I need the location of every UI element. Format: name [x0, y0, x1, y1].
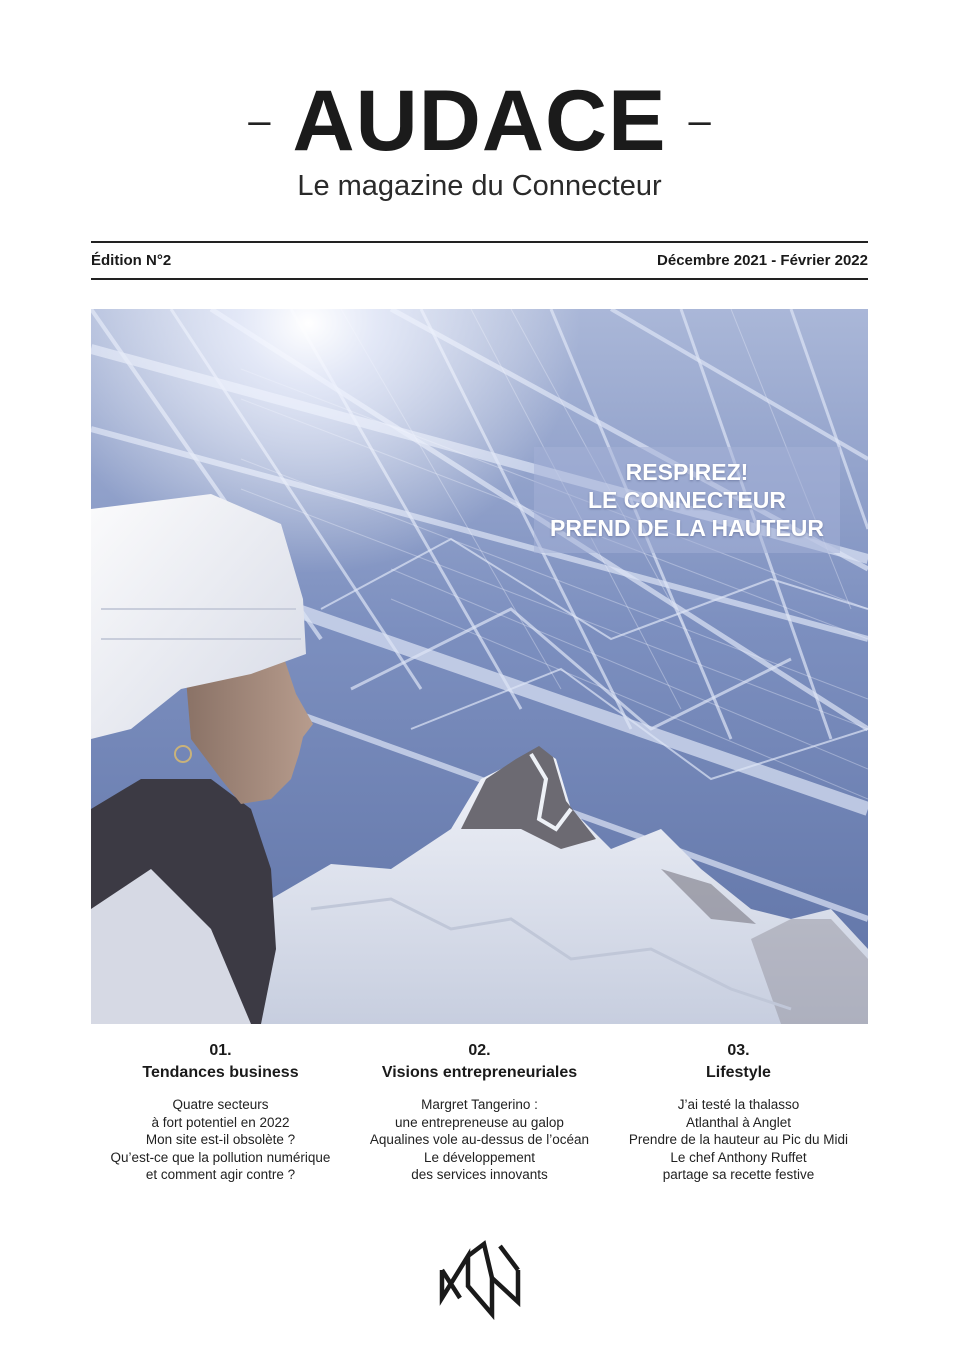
magazine-title: AUDACE: [292, 73, 667, 169]
headline-line: RESPIREZ!: [625, 459, 749, 485]
cover-image: [91, 309, 868, 1024]
section-tendances: [91, 1040, 350, 1184]
table-of-contents: [91, 1040, 868, 1184]
section-line: J’ai testé la thalasso: [677, 1097, 800, 1112]
title-row: [0, 73, 959, 169]
section-line: Atlanthal à Anglet: [685, 1114, 792, 1130]
section-line: et comment agir contre ?: [145, 1167, 296, 1182]
section-line: Prendre de la hauteur au Pic du Midi: [628, 1132, 849, 1147]
edition-number: Édition N°2: [91, 252, 172, 269]
section-number: 03.: [727, 1042, 750, 1059]
section-line: à fort potentiel en 2022: [151, 1114, 290, 1130]
section-line: Margret Tangerino :: [421, 1097, 538, 1112]
headline-line: PREND DE LA HAUTEUR: [550, 515, 824, 541]
section-line: Mon site est-il obsolète ?: [145, 1132, 296, 1147]
section-line: des services innovants: [411, 1167, 548, 1182]
cover-illustration: [91, 309, 868, 1024]
section-line: Aqualines vole au-dessus de l’océan: [369, 1132, 590, 1147]
section-title: Lifestyle: [706, 1064, 771, 1081]
magazine-subtitle: Le magazine du Connecteur: [297, 170, 662, 202]
section-line: Quatre secteurs: [172, 1097, 269, 1112]
section-title: Visions entrepreneuriales: [381, 1064, 578, 1081]
cover-headline: [534, 447, 840, 553]
section-number: 01.: [209, 1042, 232, 1059]
section-line: partage sa recette festive: [662, 1167, 815, 1182]
connecteur-logo-icon: [438, 1238, 522, 1322]
section-line: une entrepreneuse au galop: [395, 1114, 564, 1130]
section-title: Tendances business: [142, 1064, 299, 1081]
title-dash-right: –: [688, 99, 711, 143]
section-line: Qu’est-ce que la pollution numérique: [110, 1149, 331, 1165]
section-lifestyle: [609, 1040, 868, 1184]
section-line: Le développement: [423, 1149, 536, 1165]
masthead: [0, 73, 959, 203]
edition-bar: [91, 241, 868, 280]
section-visions: [350, 1040, 609, 1184]
section-number: 02.: [468, 1042, 491, 1059]
headline-line: LE CONNECTEUR: [587, 487, 787, 513]
section-line: Le chef Anthony Ruffet: [670, 1149, 807, 1165]
edition-period: Décembre 2021 - Février 2022: [657, 252, 868, 269]
title-dash-left: –: [248, 99, 271, 143]
